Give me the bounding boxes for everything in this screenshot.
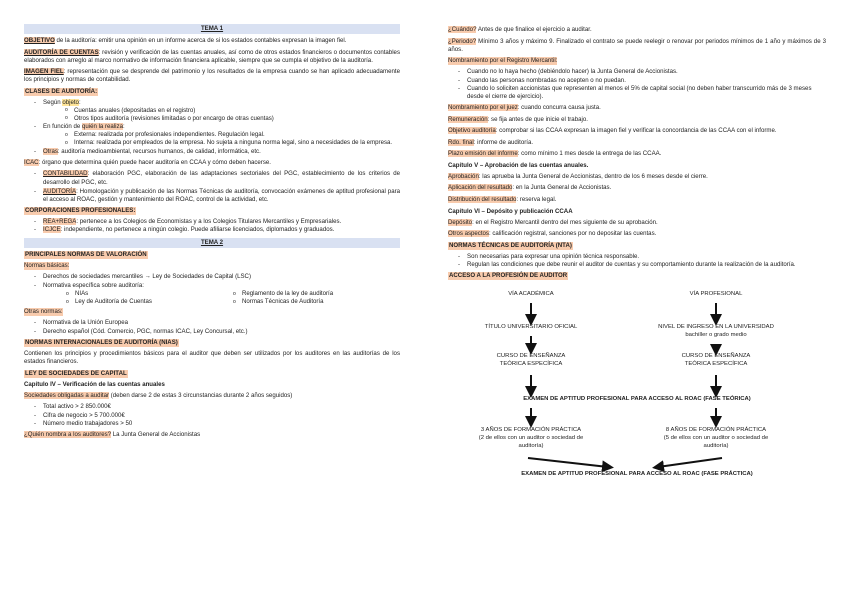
- icac-list: [34, 170, 400, 203]
- periodo-paragraph: [448, 38, 826, 54]
- quien-nombra-text: La Junta General de Accionistas: [111, 431, 201, 439]
- quien-realiza-highlight: quién la realiza: [81, 123, 123, 131]
- principales-title: PRINCIPALES NORMAS DE VALORACIÓN: [25, 251, 147, 259]
- icac-label: ICAC: [24, 158, 39, 166]
- acceso-title: ACCESO A LA PROFESIÓN DE AUDITOR: [449, 272, 568, 280]
- normas-basicas-list: [34, 273, 400, 290]
- tema1-title: TEMA 1: [24, 24, 400, 34]
- objetivo-auditoria-text: : comprobar si las CCAA expresan la imagen fiel y verificar la concordancia de las CCAA con el informe.: [495, 127, 777, 135]
- list-item: [34, 188, 400, 204]
- imagen-fiel-label: IMAGEN FIEL: [24, 68, 64, 76]
- nombramiento-juez-label: Nombramiento por el juez: [448, 104, 518, 112]
- icac-text: : órgano que determina quién puede hacer auditoría en CCAA y cómo deben hacerse.: [38, 158, 271, 166]
- list-item: - Cifra de negocio > 5 700.000€: [34, 412, 400, 420]
- otros-aspectos-paragraph: [448, 230, 826, 238]
- curso-right-line2: TEÓRICA ESPECÍFICA: [684, 360, 748, 367]
- list-item: o NIAs: [66, 290, 233, 298]
- left-column: [24, 24, 400, 443]
- remuneracion-text: : se fija antes de que inicie el trabajo.: [487, 115, 588, 123]
- tema2-title: TEMA 2: [24, 238, 400, 248]
- corporacion-text: : independiente, no pertenece a ningún colegio. Puede afiliarse licenciados, diplomados y graduados.: [60, 226, 335, 234]
- curso-right-line1: CURSO DE ENSEÑANZA: [681, 353, 751, 360]
- auditoria-cuentas-text: : revisión y verificación de las cuentas anuales, así como de otros estados financieros o documentos contables elaborados con arreglo al marco normativo de información financiera aplicable, siempre que se cumpla el objetivo de la auditoría.: [24, 48, 400, 64]
- icac-item-label: AUDITORÍA: [43, 187, 77, 195]
- list-item: - Derecho español (Cód. Comercio, PGC, normas ICAC, Ley Concursal, etc.): [34, 328, 400, 336]
- examen-fase-practica: EXAMEN DE APTITUD PROFESIONAL PARA ACCESO AL ROAC (FASE PRÁCTICA): [521, 471, 753, 478]
- nivel-line1: NIVEL DE INGRESO EN LA UNIVERSIDAD: [658, 324, 774, 331]
- capitulo5-heading: Capítulo V – Aprobación de las cuentas anuales.: [448, 161, 589, 169]
- imagen-fiel-paragraph: [24, 68, 400, 84]
- otros-aspectos-label: Otros aspectos: [448, 230, 489, 238]
- quien-nombra-label: ¿Quién nombra a los auditores?: [24, 431, 112, 439]
- rdo-final-label: Rdo. final: [448, 138, 474, 146]
- otras-highlight: Otras: [43, 147, 58, 155]
- otras-normas-list: [34, 319, 400, 336]
- corporaciones-list: [34, 218, 400, 235]
- otras-normas-title: Otras normas:: [24, 308, 63, 316]
- aprobacion-text: : las aprueba la Junta General de Accionistas, dentro de los 6 meses desde el cierre.: [478, 172, 708, 180]
- nivel-ingreso: [631, 324, 801, 339]
- icac-item-text: : Homologación y publicación de las Normas Técnicas de auditoría, convocación exámenes de aptitud profesional para el acceso al ROAC, gestión y mantenimiento del ROAC, control de la actividad, etc.: [43, 187, 400, 203]
- segun-prefix: Según: [43, 98, 63, 106]
- titulo-universitario: TÍTULO UNIVERSITARIO OFICIAL: [484, 324, 578, 331]
- funcion-suffix: :: [122, 123, 125, 131]
- ocho-anos-formacion: [641, 427, 791, 450]
- funcion-prefix: En función de: [43, 123, 82, 131]
- obligadas-paragraph: [24, 392, 400, 400]
- curso-right: [656, 353, 776, 368]
- arrow-ocho-examen-practica: [658, 458, 722, 467]
- list-item: - Cuando lo soliciten accionistas que representen al menos el 5% de capital social (no deben haber transcurrido más de 3 meses desde el cierre de ejercicio).: [458, 85, 826, 101]
- right-column: [448, 26, 826, 511]
- ocho-line3: auditoría): [703, 442, 729, 449]
- auditoria-cuentas-paragraph: [24, 49, 400, 65]
- cuando-label: ¿Cuándo?: [448, 26, 477, 33]
- list-item: [34, 170, 400, 186]
- aprobacion-label: Aprobación: [448, 172, 479, 180]
- obligadas-label: Sociedades obligadas a auditar: [24, 391, 110, 399]
- list-item: [34, 226, 400, 234]
- list-item: - Son necesarias para expresar una opinión técnica responsable.: [458, 253, 826, 261]
- icac-paragraph: [24, 159, 400, 167]
- distribucion-label: Distribución del resultado: [448, 196, 517, 203]
- objetivo-label: OBJETIVO: [24, 37, 55, 45]
- normativa-grid: [66, 290, 400, 306]
- segun-objeto-highlight: objeto: [62, 98, 79, 106]
- aprobacion-paragraph: [448, 173, 826, 181]
- ley-sociedades-title: LEY DE SOCIEDADES DE CAPITAL: [25, 369, 127, 377]
- curso-left-line1: CURSO DE ENSEÑANZA: [496, 353, 566, 360]
- list-item: o Externa: realizada por profesionales independientes. Regulación legal.: [65, 131, 400, 139]
- distribucion-paragraph: [448, 196, 826, 204]
- nombramiento-juez-text: : cuando concurra causa justa.: [517, 104, 601, 112]
- objetivo-paragraph: [24, 37, 400, 45]
- otros-aspectos-text: : calificación registral, sanciones por no depositar las cuentas.: [488, 230, 657, 238]
- tres-line1: 3 AÑOS DE FORMACIÓN PRÁCTICA: [480, 427, 582, 434]
- periodo-label: ¿Periodo?: [448, 37, 477, 45]
- list-item: o Cuentas anuales (depositadas en el registro): [65, 107, 400, 115]
- aplicacion-label: Aplicación del resultado: [448, 184, 513, 192]
- tres-line3: auditoría): [518, 442, 544, 449]
- list-item: [34, 218, 400, 226]
- list-item: - Derechos de sociedades mercantiles → Ley de Sociedades de Capital (LSC): [34, 273, 400, 281]
- list-item: o Reglamento de la ley de auditoría: [233, 290, 400, 298]
- tres-anos-formacion: [456, 427, 606, 450]
- list-item: [34, 99, 400, 123]
- capitulo4-heading: Capítulo IV – Verificación de las cuentas anuales: [24, 380, 165, 388]
- objetivo-auditoria-label: Objetivo auditoría: [448, 127, 496, 135]
- list-item: o Interna: realizada por empleados de la empresa. No sujeta a ninguna norma legal, sino a necesidades de la empresa.: [65, 139, 400, 147]
- via-academica: VÍA ACADÉMICA: [508, 291, 554, 298]
- nias-title: NORMAS INTERNACIONALES DE AUDITORÍA (NIAS): [25, 339, 178, 346]
- curso-left-line2: TEÓRICA ESPECÍFICA: [499, 360, 563, 367]
- list-item: - Total activo > 2 850.000€: [34, 403, 400, 411]
- acceso-flow-diagram: [448, 289, 826, 511]
- corporacion-label: REA+REGA: [43, 217, 77, 225]
- nta-title: NORMAS TÉCNICAS DE AUDITORÍA (NTA): [449, 241, 572, 249]
- obligadas-text: (deben darse 2 de estas 3 circunstancias durante 2 años seguidos): [109, 391, 293, 399]
- rdo-final-paragraph: [448, 139, 826, 147]
- list-item: - Normativa de la Unión Europea: [34, 319, 400, 327]
- nombramiento-rm-title: Nombramiento por el Registro Mercantil:: [448, 57, 558, 65]
- auditoria-cuentas-label: AUDITORÍA DE CUENTAS: [24, 48, 99, 56]
- list-item: o Normas Técnicas de Auditoría: [233, 298, 400, 306]
- list-item: [34, 123, 400, 147]
- objeto-sublist: [65, 107, 400, 123]
- clases-title: CLASES DE AUDITORÍA:: [25, 87, 98, 95]
- aplicacion-paragraph: [448, 184, 826, 192]
- tres-line2: (2 de ellos con un auditor o sociedad de: [478, 434, 584, 441]
- clases-list: [34, 99, 400, 156]
- deposito-label: Depósito: [448, 218, 473, 226]
- deposito-paragraph: [448, 219, 826, 227]
- cuando-paragraph: [448, 26, 826, 34]
- arrow-tres-examen-practica: [528, 458, 608, 467]
- list-item: [34, 148, 400, 156]
- list-item: o Otros tipos auditoría (revisiones limitadas o por encargo de otras cuentas): [65, 115, 400, 123]
- nta-list: [458, 253, 826, 270]
- cuando-text: Antes de que finalice el ejercicio a auditar.: [476, 26, 592, 33]
- nombramiento-rm-list: [458, 68, 826, 101]
- periodo-text: Mínimo 3 años y máximo 9. Finalizado el contrato se puede reelegir o renovar por periodos mínimos de 1 año y máximos de 3 años.: [448, 37, 826, 53]
- quien-sublist: [65, 131, 400, 147]
- corporaciones-title: CORPORACIONES PROFESIONALES:: [25, 206, 136, 214]
- corporacion-text: : pertenece a los Colegios de Economistas y a los Colegios Titulares Mercantiles y Empresariales.: [76, 217, 342, 225]
- nivel-line2: bachiller o grado medio: [685, 331, 747, 338]
- examen-fase-teorica: EXAMEN DE APTITUD PROFESIONAL PARA ACCESO AL ROAC (FASE TEÓRICA): [523, 396, 751, 403]
- curso-left: [471, 353, 591, 368]
- icac-item-text: : elaboración PGC, elaboración de las adaptaciones sectoriales del PGC, establecimiento de los criterios de desarrollo del PGC, etc.: [43, 170, 400, 186]
- nombramiento-juez-paragraph: [448, 104, 826, 112]
- list-item: - Regulan las condiciones que debe reunir el auditor de cuentas y su comportamiento durante la realización de la auditoría.: [458, 261, 826, 269]
- ocho-line2: (5 de ellos con un auditor o sociedad de: [663, 434, 769, 441]
- list-item: - Cuando las personas nombradas no acepten o no puedan.: [458, 77, 826, 85]
- list-item: - Número medio trabajadores > 50: [34, 420, 400, 428]
- plazo-label: Plazo emisión del informe: [448, 150, 518, 158]
- list-item: - Normativa específica sobre auditoría:: [34, 282, 400, 290]
- normas-basicas-title: Normas básicas:: [24, 262, 70, 270]
- quien-nombra-paragraph: [24, 431, 400, 439]
- rdo-final-text: : informe de auditoría.: [473, 138, 534, 146]
- obligadas-list: [34, 403, 400, 428]
- via-profesional: VÍA PROFESIONAL: [689, 291, 743, 298]
- distribucion-text: : reserva legal.: [516, 196, 557, 203]
- imagen-fiel-text: : representación que se desprende del patrimonio y los resultados de la empresa cuando se han aplicado adecuadamente los principios y normas de contabilidad.: [24, 68, 400, 84]
- remuneracion-label: Remuneración: [448, 115, 488, 123]
- plazo-paragraph: [448, 150, 826, 158]
- objetivo-text: de la auditoría: emitir una opinión en un informe acerca de si los estados contables expresan la imagen fiel.: [54, 37, 347, 45]
- objetivo-auditoria-paragraph: [448, 127, 826, 135]
- segun-suffix: :: [78, 98, 81, 106]
- list-item: o Ley de Auditoría de Cuentas: [66, 298, 233, 306]
- ocho-line1: 8 AÑOS DE FORMACIÓN PRÁCTICA: [665, 427, 767, 434]
- remuneracion-paragraph: [448, 116, 826, 124]
- corporacion-label: ICJCE: [43, 226, 61, 234]
- aplicacion-text: : en la Junta General de Accionistas.: [512, 184, 612, 192]
- list-item: - Cuando no lo haya hecho (debiéndolo hacer) la Junta General de Accionistas.: [458, 68, 826, 76]
- nias-text: Contienen los principios y procedimientos básicos para el auditor que deben ser utilizados por los auditores en las auditorías de los estados financieros.: [24, 350, 400, 366]
- plazo-text: : como mínimo 1 mes desde la entrega de las CCAA.: [517, 150, 662, 158]
- capitulo6-heading: Capítulo VI – Depósito y publicación CCAA: [448, 207, 573, 215]
- icac-item-label: CONTABILIDAD: [43, 170, 88, 178]
- otras-text: : auditoría medioambiental, recursos humanos, de calidad, informática, etc.: [57, 147, 261, 155]
- deposito-text: : en el Registro Mercantil dentro del mes siguiente de su aprobación.: [472, 218, 658, 226]
